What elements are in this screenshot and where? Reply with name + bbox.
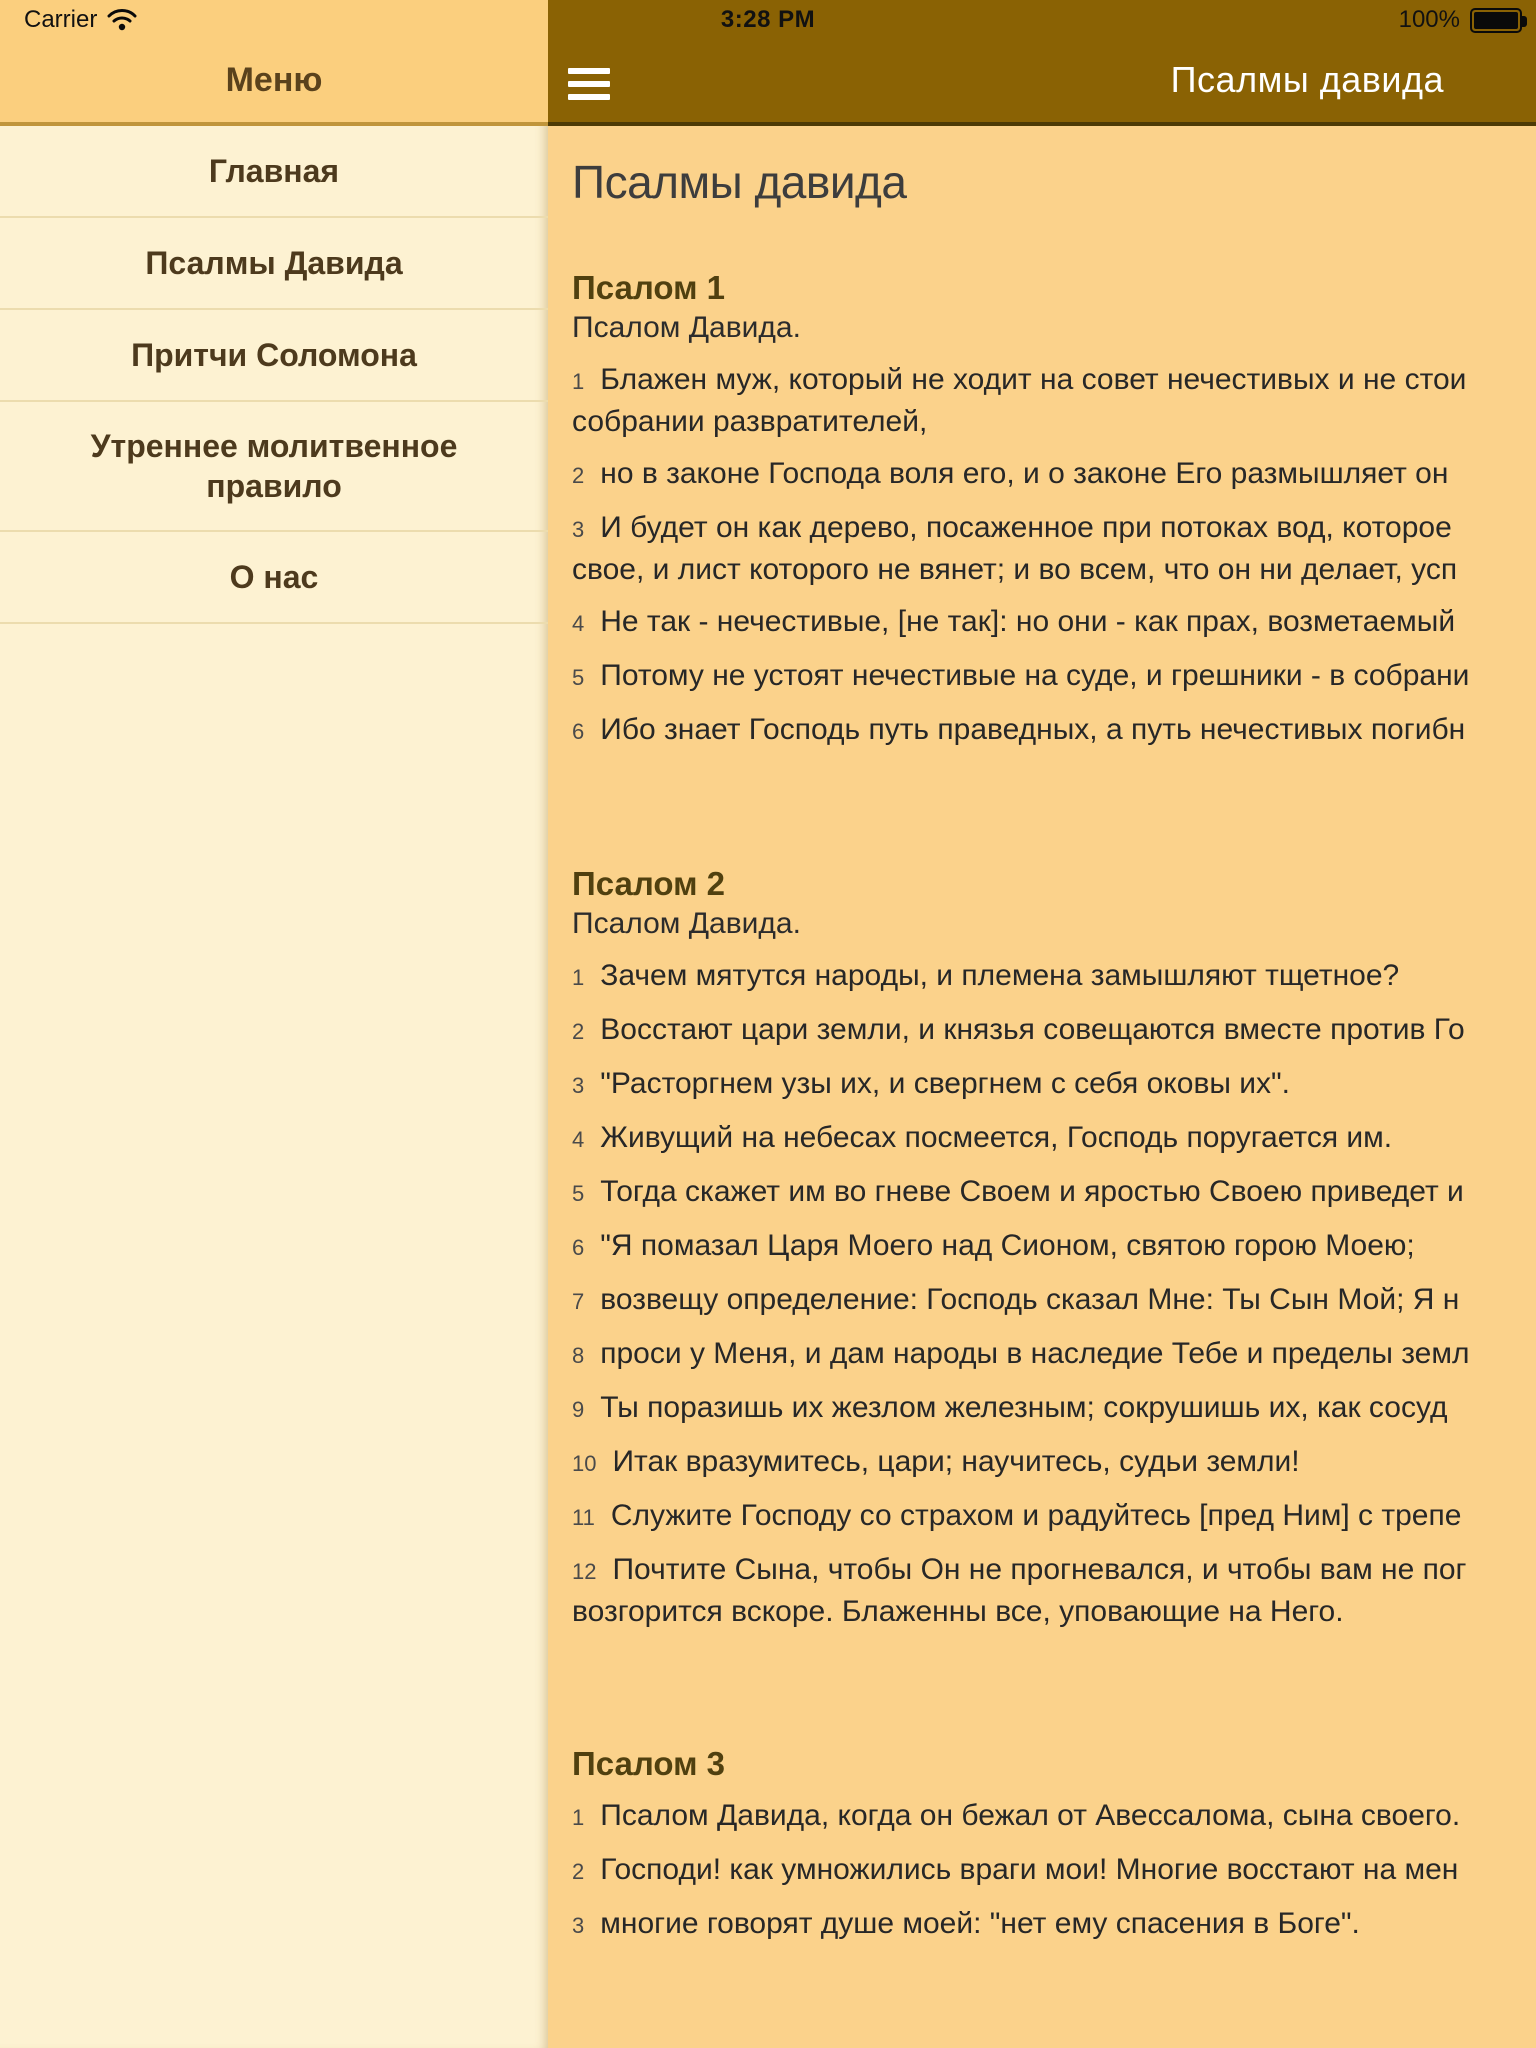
- sidebar-item[interactable]: Утреннее молитвенное правило: [0, 402, 548, 532]
- battery-nub: [1522, 16, 1527, 27]
- content-scroll-area[interactable]: [548, 126, 1536, 1946]
- verse-number: 1: [572, 1805, 585, 1830]
- main-pane: [548, 0, 1536, 2048]
- status-bar: [0, 0, 1536, 40]
- nav-title: Псалмы давида: [1170, 59, 1444, 100]
- psalm-section: [572, 268, 1536, 752]
- verse-number: 3: [572, 1913, 585, 1938]
- verse: 6 Ибо знает Господь путь праведных, а путь нечестивых погибн: [572, 710, 1536, 752]
- sidebar-item[interactable]: Псалмы Давида: [0, 218, 548, 310]
- verse: 9 Ты поразишь их жезлом железным; сокрушишь их, как сосуд: [572, 1388, 1536, 1430]
- verse-number: 12: [572, 1559, 597, 1584]
- verse: 2 но в законе Господа воля его, и о законе Его размышляет он: [572, 454, 1536, 496]
- sidebar-title: Меню: [225, 60, 323, 99]
- verse: 5 Тогда скажет им во гневе Своем и яростью Своею приведет и: [572, 1172, 1536, 1214]
- status-right: [1399, 6, 1522, 34]
- verse: 4 Не так - нечестивые, [не так]: но они - как прах, возметаемый: [572, 602, 1536, 644]
- sidebar-item[interactable]: Главная: [0, 126, 548, 218]
- verse-number: 2: [572, 1859, 585, 1884]
- carrier-label: Carrier: [24, 6, 98, 33]
- psalm-heading: Псалом 1: [572, 269, 726, 306]
- hamburger-bar: [568, 81, 610, 87]
- verse-number: 7: [572, 1289, 585, 1314]
- verse-number: 8: [572, 1343, 585, 1368]
- verse-number: 2: [572, 463, 585, 488]
- sidebar-item[interactable]: О нас: [0, 532, 548, 624]
- status-left: [24, 6, 137, 34]
- verse: 4 Живущий на небесах посмеется, Господь поругается им.: [572, 1118, 1536, 1160]
- verse-number: 6: [572, 1235, 585, 1260]
- verse-number: 4: [572, 611, 585, 636]
- verse-number: 3: [572, 517, 585, 542]
- sidebar-item[interactable]: Притчи Соломона: [0, 310, 548, 402]
- wifi-icon: [107, 8, 137, 32]
- verse: 1 Зачем мятутся народы, и племена замышляют тщетное?: [572, 956, 1536, 998]
- verse: 11 Служите Господу со страхом и радуйтесь [пред Ним] с трепе: [572, 1496, 1536, 1538]
- verse-number: 10: [572, 1451, 597, 1476]
- psalm-section: [572, 864, 1536, 1632]
- verse: 1 Псалом Давида, когда он бежал от Авессалома, сына своего.: [572, 1796, 1536, 1838]
- battery-fill: [1474, 12, 1518, 29]
- psalm-section: [572, 1744, 1536, 1946]
- verse: 12 Почтите Сына, чтобы Он не прогневался, и чтобы вам не пог возгорится вскоре. Блаженны все, уповающие на Него.: [572, 1553, 1467, 1628]
- verse: 3 многие говорят душе моей: "нет ему спасения в Боге".: [572, 1904, 1536, 1946]
- verse: 2 Господи! как умножились враги мои! Многие восстают на мен: [572, 1850, 1536, 1892]
- verse-number: 1: [572, 965, 585, 990]
- verse-number: 11: [572, 1505, 595, 1530]
- hamburger-bar: [568, 94, 610, 100]
- verse: 8 проси у Меня, и дам народы в наследие Тебе и пределы земл: [572, 1334, 1536, 1376]
- verse-number: 9: [572, 1397, 585, 1422]
- verse: 5 Потому не устоят нечестивые на суде, и грешники - в собрани: [572, 656, 1536, 698]
- hamburger-icon[interactable]: [568, 68, 610, 100]
- verse-number: 4: [572, 1127, 585, 1152]
- verse: 7 возвещу определение: Господь сказал Мне: Ты Сын Мой; Я н: [572, 1280, 1536, 1322]
- battery-icon: [1470, 8, 1522, 33]
- sidebar-menu: [0, 126, 548, 624]
- psalm-heading: Псалом 2: [572, 865, 726, 902]
- verse-number: 2: [572, 1019, 585, 1044]
- verse-number: 5: [572, 665, 585, 690]
- psalm-subtitle: Псалом Давида.: [572, 311, 801, 344]
- psalms-list: [572, 268, 1536, 1946]
- verse-number: 3: [572, 1073, 585, 1098]
- page-title: Псалмы давида: [572, 156, 907, 208]
- verse: 10 Итак вразумитесь, цари; научитесь, судьи земли!: [572, 1442, 1536, 1484]
- verse: 1 Блажен муж, который не ходит на совет нечестивых и не стои собрании развратителей,: [572, 363, 1467, 438]
- verse-number: 6: [572, 719, 585, 744]
- hamburger-bar: [568, 68, 610, 74]
- verse: 6 "Я помазал Царя Моего над Сионом, святою горою Моею;: [572, 1226, 1536, 1268]
- psalm-subtitle: Псалом Давида.: [572, 907, 801, 940]
- verse: 3 И будет он как дерево, посаженное при потоках вод, которое свое, и лист которого не вянет; и во всем, что он ни делает, усп: [572, 511, 1458, 586]
- sidebar: [0, 0, 548, 2048]
- status-clock: 3:28 PM: [720, 6, 816, 33]
- verse: 3 "Расторгнем узы их, и свергнем с себя оковы их".: [572, 1064, 1536, 1106]
- verse-number: 5: [572, 1181, 585, 1206]
- verse: 2 Восстают цари земли, и князья совещаются вместе против Го: [572, 1010, 1536, 1052]
- psalm-heading: Псалом 3: [572, 1745, 726, 1782]
- verse-number: 1: [572, 369, 585, 394]
- battery-percent: 100%: [1398, 6, 1460, 33]
